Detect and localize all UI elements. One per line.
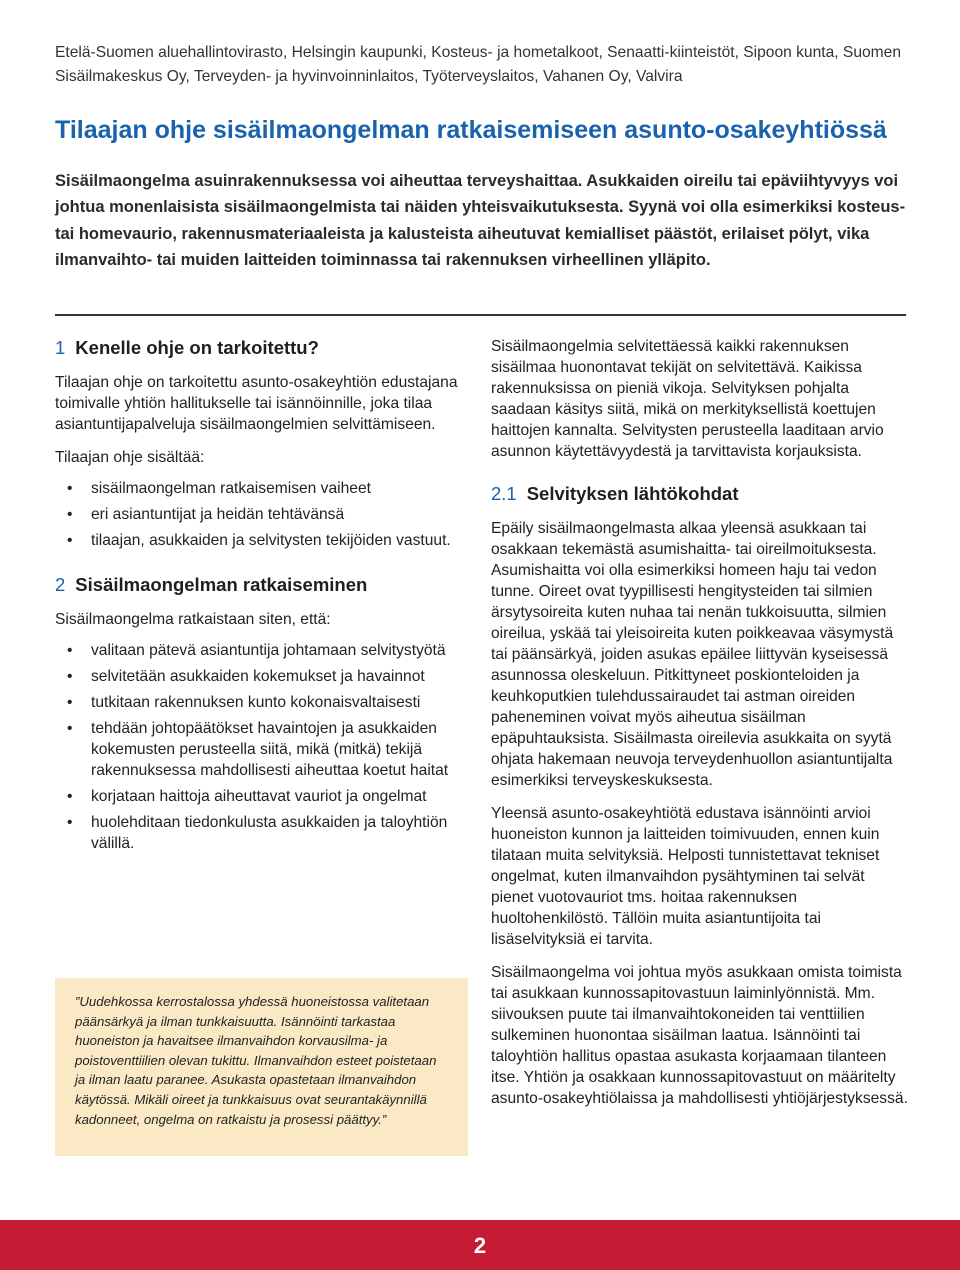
list-item: • sisäilmaongelman ratkaisemisen vaiheet	[67, 480, 371, 497]
list-item: • huolehditaan tiedonkulusta asukkaiden ja taloyhtiön välillä.	[67, 814, 448, 852]
bullet-icon: •	[67, 694, 73, 711]
section-number: 2.1	[491, 483, 517, 504]
bullet-icon: •	[67, 506, 73, 523]
case-example-box	[55, 978, 468, 1156]
section-number: 2	[55, 574, 66, 595]
paragraph: Tilaajan ohje sisältää:	[55, 449, 205, 466]
list-item: • korjataan haittoja aiheuttavat vauriot ja ongelmat	[67, 788, 427, 805]
section-title: Kenelle ohje on tarkoitettu?	[75, 337, 319, 358]
footer-bar	[0, 1220, 960, 1270]
bullet-list	[55, 478, 470, 551]
paragraph: Yleensä asunto-osakeyhtiötä edustava isännöinti arvioi huoneiston kunnon ja laitteiden toimivuuden, ennen kuin tilataan muita selvityksiä. Helposti tunnistettavat tekniset ongelmat, kuten ilmanvaihdon pysähtyminen tai selvät pienet vuotovauriot tms. hoitaa rakennuksen huoltohenkilöstö. Tällöin muita asiantuntijoita tai lisäselvityksiä ei tarvita.	[491, 805, 880, 948]
page-number: 2	[473, 1233, 487, 1258]
bullet-icon: •	[67, 480, 73, 497]
bullet-icon: •	[67, 788, 73, 805]
left-column	[55, 336, 470, 868]
list-item: • tilaajan, asukkaiden ja selvitysten tekijöiden vastuut.	[67, 532, 451, 549]
paragraph: Sisäilmaongelmia selvitettäessä kaikki rakennuksen sisäilmaa huonontavat tekijät on selvitettävä. Kaikissa rakennuksissa on pieniä vikoja. Selvityksen pohjalta saadaan käsitys siitä, mikä on merkityksellistä koettujen haittojen kannalta. Selvitysten perusteella laaditaan arvio asunnon käytettävyydestä ja tarvittavista korjauksista.	[491, 338, 884, 460]
paragraph: Sisäilmaongelma voi johtua myös asukkaan omista toimista tai asukkaan kunnossapitovastuun laiminlyönnistä. Mm. siivouksen puute tai ilmanvaihtokoneiden tai venttiilien sulkeminen huonontaa sisäilman laatua. Isännöinti tai taloyhtiön hallitus opastaa asukasta korjaamaan tilanteen itse. Yhtiön ja osakkaan kunnossapitovastuut on määritelty asunto-osakeyhtiölaissa ja mahdollisesti yhtiöjärjestyksessä.	[491, 964, 908, 1107]
list-item: • eri asiantuntijat ja heidän tehtävänsä	[67, 506, 345, 523]
bullet-icon: •	[67, 668, 73, 685]
list-item: • valitaan pätevä asiantuntija johtamaan selvitystyötä	[67, 642, 446, 659]
section-title: Selvityksen lähtökohdat	[526, 483, 739, 504]
bullet-icon: •	[67, 532, 73, 549]
authors-line: Etelä-Suomen aluehallintovirasto, Helsingin kaupunki, Kosteus- ja hometalkoot, Senaatti-kiinteistöt, Sipoon kunta, Suomen Sisäilmakeskus Oy, Terveyden- ja hyvinvoinninlaitos, Työterveyslaitos, Vahanen Oy, Valvira	[55, 44, 902, 85]
lead-paragraph: Sisäilmaongelma asuinrakennuksessa voi aiheuttaa terveyshaittaa. Asukkaiden oireilu tai epäviihtyvyys voi johtua monenlaisista sisäilmaongelmista tai näiden yhteisvaikutuksesta. Syynä voi olla esimerkiksi kosteus- tai homevaurio, rakennusmateriaaleista ja kalusteista aiheutuvat kemialliset päästöt, erilaiset pölyt, vika ilmanvaihto- tai muiden laitteiden toiminnassa tai rakennuksen virheellinen ylläpito.	[55, 172, 906, 269]
list-item: • tutkitaan rakennuksen kunto kokonaisvaltaisesti	[67, 694, 421, 711]
paragraph: Tilaajan ohje on tarkoitettu asunto-osakeyhtiön edustajana toimivalle yhtiön hallitukselle tai isännöinnille, joka tilaa asiantuntijapalveluja sisäilmaongelmien selvittämiseen.	[55, 374, 458, 433]
bullet-icon: •	[67, 814, 73, 831]
divider-rule	[55, 314, 906, 316]
paragraph: Epäily sisäilmaongelmasta alkaa yleensä asukkaan tai osakkaan tekemästä asumishaitta- tai oireilmoituksesta. Asumishaitta voi olla esimerkiksi homeen haju tai vedon tunne. Oireet ovat tyypillisesti hengitysteiden tai silmien ärsytysoireita kuten nuhaa tai nenän tukkoisuutta, silmien oireilua, yskää tai yleisoireita kuten poikkeavaa väsymystä tai päänsärkyä, joiden asukas epäilee liittyvän kyseisessä asunnossa oleskeluun. Pitkittyneet poskionteloiden ja keuhkoputkien tulehdussairaudet tai astman oireiden paheneminen voivat myös aiheutua sisäilman epäpuhtauksista. Sisäilmasta oireilevia asukkaita on syytä ohjata hakemaan neuvoja terveydenhuollon asiantuntijalta esimerkiksi terveyskeskuksesta.	[491, 520, 894, 789]
bullet-icon: •	[67, 720, 73, 737]
section-title: Sisäilmaongelman ratkaiseminen	[75, 574, 368, 595]
right-column	[491, 336, 911, 1121]
section-2-1-heading	[491, 482, 911, 506]
document-title: Tilaajan ohje sisäilmaongelman ratkaisemiseen asunto-osakeyhtiössä	[55, 116, 887, 144]
quote-text: ”Uudehkossa kerrostalossa yhdessä huoneistossa valitetaan päänsärkyä ja ilman tunkkaisuutta. Isännöinti tarkastaa huoneiston ja havaitsee ilmanvaihdon korvausilma- ja poistoventtiilien olevan tukittu. Ilmanvaihdon esteet poistetaan ja ilman laatu paranee. Asukasta opastetaan ilmanvaihdon käytössä. Mikäli oireet ja tunkkaisuus ovat seurantakäynnillä kadonneet, ongelma on ratkaistu ja prosessi päättyy.”	[75, 994, 437, 1127]
section-number: 1	[55, 337, 66, 358]
bullet-list	[55, 640, 470, 854]
list-item: • selvitetään asukkaiden kokemukset ja havainnot	[67, 668, 425, 685]
paragraph: Sisäilmaongelma ratkaistaan siten, että:	[55, 611, 331, 628]
section-2-heading	[55, 573, 470, 597]
list-item: • tehdään johtopäätökset havaintojen ja asukkaiden kokemusten perusteella siitä, mikä (mitkä) tekijä rakennuksessa mahdollisesti aiheuttaa koetut haitat	[67, 720, 449, 779]
section-1-heading	[55, 336, 470, 360]
bullet-icon: •	[67, 642, 73, 659]
